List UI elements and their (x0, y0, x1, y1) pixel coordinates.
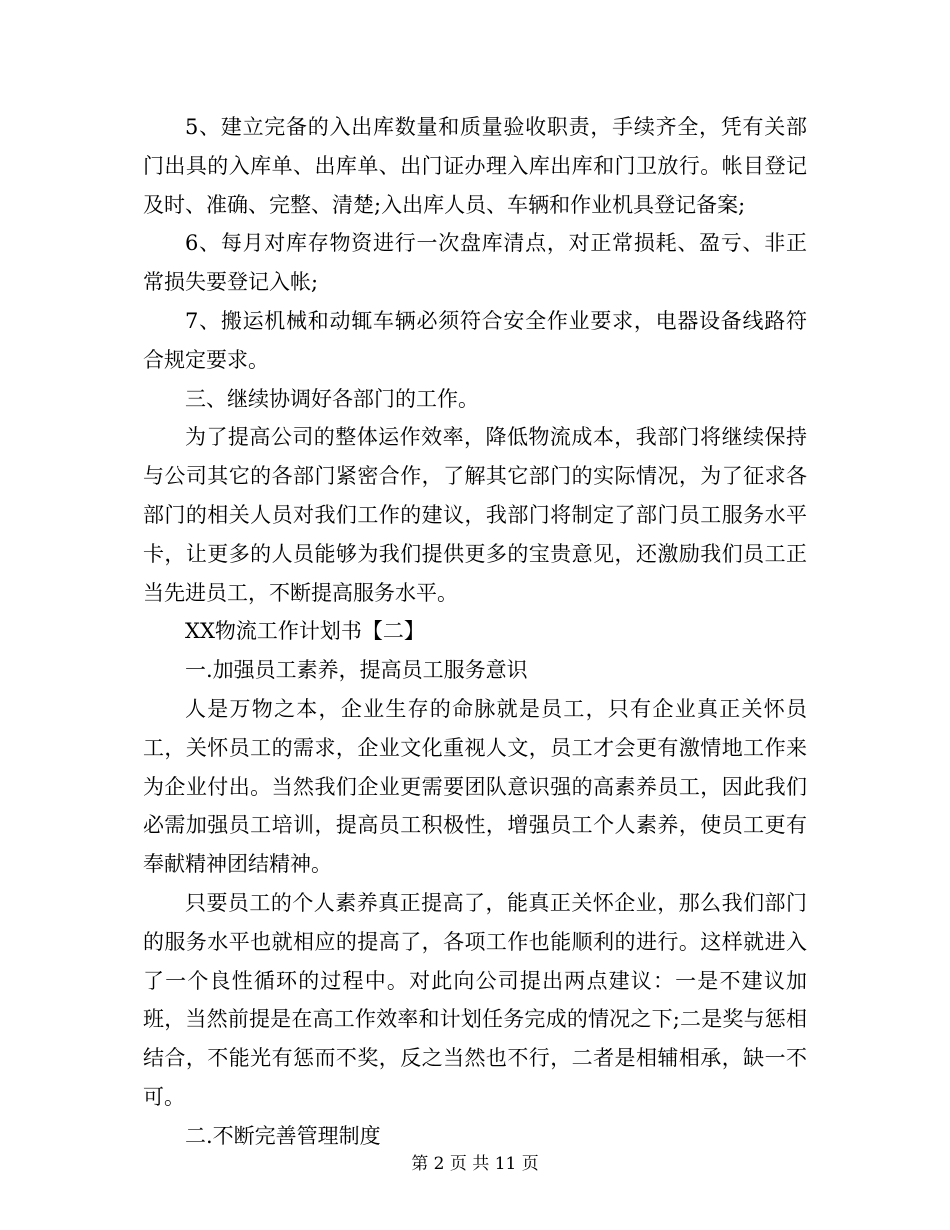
paragraph-suggestions: 只要员工的个人素养真正提高了，能真正关怀企业，那么我们部门的服务水平也就相应的提高了，各项工作也能顺利的进行。这样就进入了一个良性循环的过程中。对此向公司提出两点建议：一是不建议加班，当然前提是在高工作效率和计划任务完成的情况之下;二是奖与惩相结合，不能光有惩而不奖，反之当然也不行，二者是相辅相承，缺一不可。 (143, 890, 807, 1109)
paragraph-coordination: 为了提高公司的整体运作效率，降低物流成本，我部门将继续保持与公司其它的各部门紧密合作，了解其它部门的实际情况，为了征求各部门的相关人员对我们工作的建议，我部门将制定了部门员工服务水平卡，让更多的人员能够为我们提供更多的宝贵意见，还激励我们员工正当先进员工，不断提高服务水平。 (143, 425, 807, 605)
document-body (143, 108, 807, 1156)
paragraph-item-5: 5、建立完备的入出库数量和质量验收职责，手续齐全，凭有关部门出具的入库单、出库单、出门证办理入库出库和门卫放行。帐目登记及时、准确、完整、清楚;入出库人员、车辆和作业机具登记备案; (143, 115, 807, 217)
section-heading-two: 二.不断完善管理制度 (185, 1123, 381, 1148)
section-heading-three: 三、继续协调好各部门的工作。 (185, 386, 479, 411)
paragraph-staff-quality: 人是万物之本，企业生存的命脉就是员工，只有企业真正关怀员工，关怀员工的需求，企业文化重视人文，员工才会更有激情地工作来为企业付出。当然我们企业更需要团队意识强的高素养员工，因此我们必需加强员工培训，提高员工积极性，增强员工个人素养，使员工更有奉献精神团结精神。 (143, 696, 807, 877)
paragraph-item-7: 7、搬运机械和动辄车辆必须符合安全作业要求，电器设备线路符合规定要求。 (143, 308, 807, 372)
paragraph-item-6: 6、每月对库存物资进行一次盘库清点，对正常损耗、盈亏、非正常损失要登记入帐; (143, 231, 807, 295)
page-footer (0, 1152, 950, 1176)
page-number: 第 2 页 共 11 页 (411, 1154, 539, 1174)
document-subtitle: XX物流工作计划书【二】 (185, 619, 425, 644)
section-heading-one: 一.加强员工素养，提高员工服务意识 (185, 658, 528, 683)
